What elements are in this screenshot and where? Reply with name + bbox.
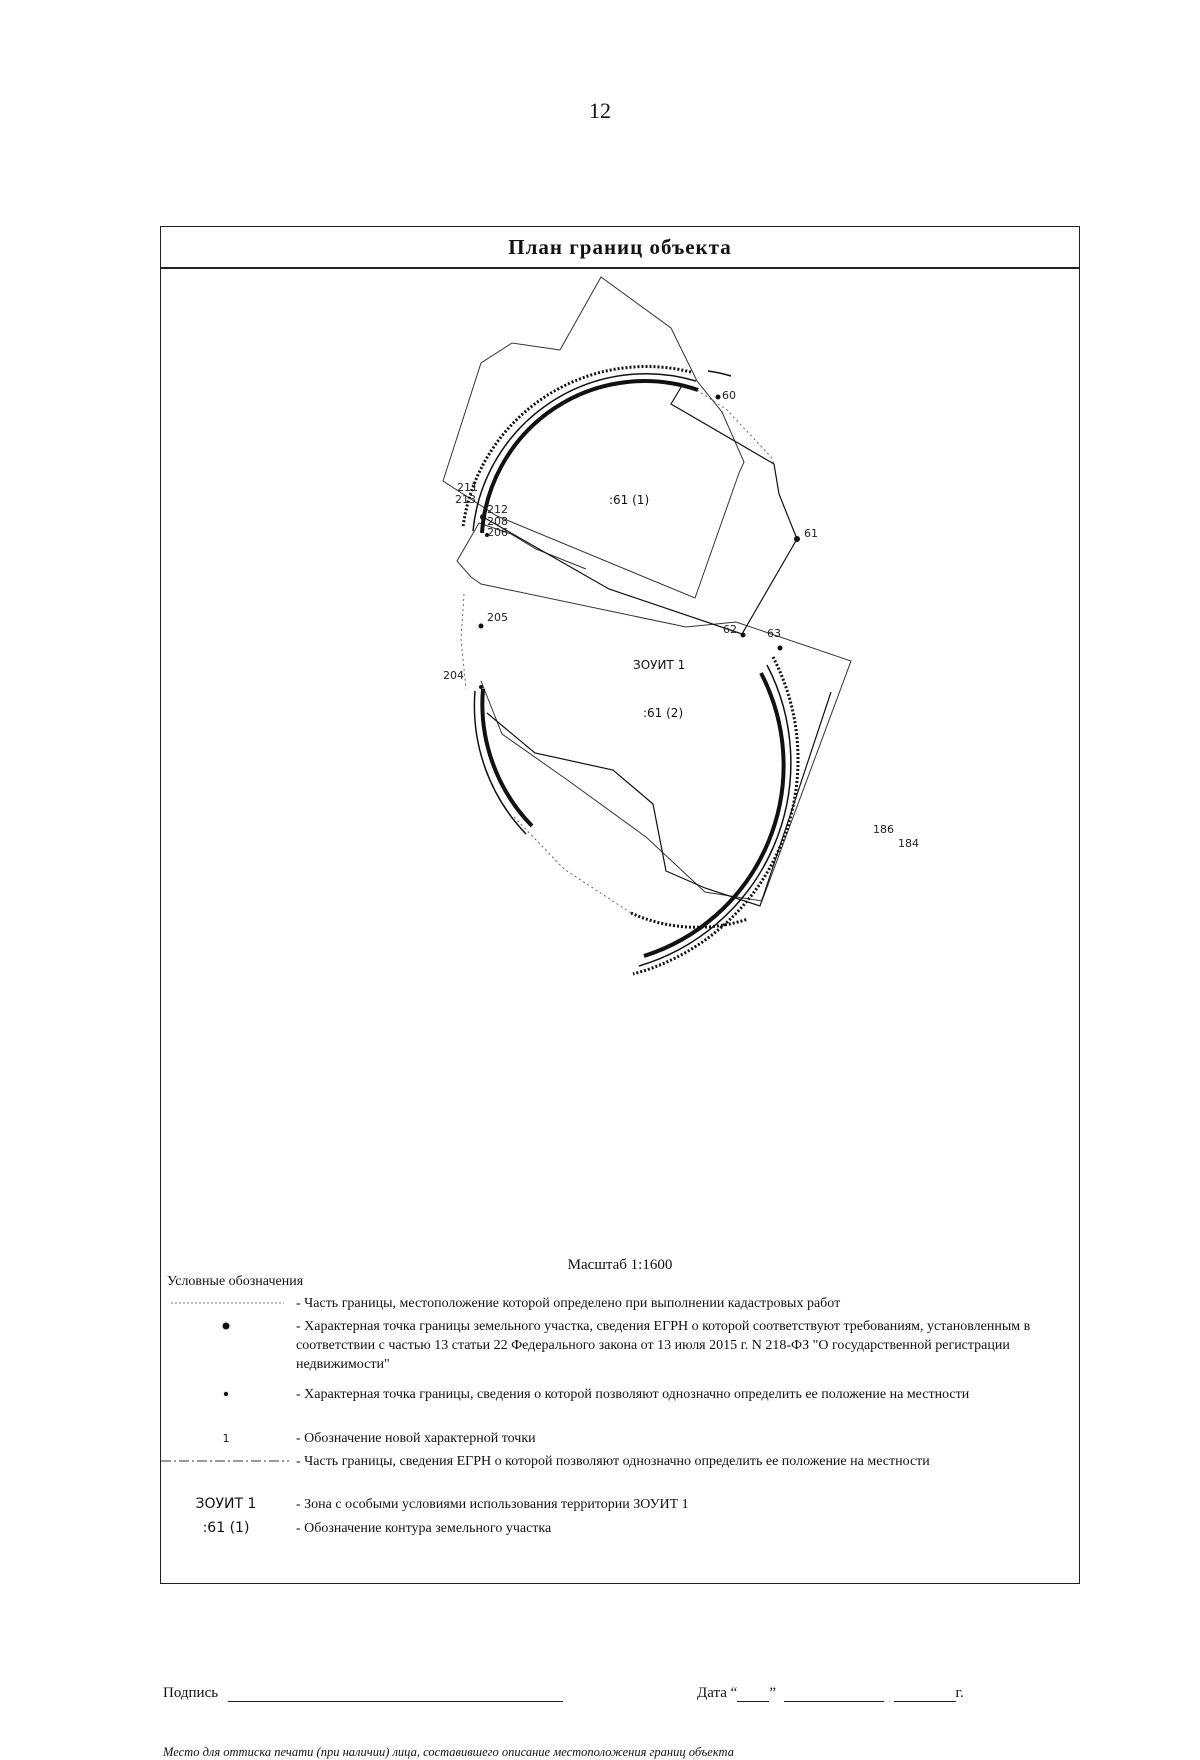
- point-60: [716, 395, 721, 400]
- point-label-206: 206: [487, 526, 508, 539]
- large-dot-icon: [161, 1317, 291, 1341]
- date-month-field[interactable]: [784, 1686, 884, 1702]
- legend-text: - Зона с особыми условиями использования территории ЗОУИТ 1: [296, 1497, 689, 1512]
- signature-field[interactable]: [228, 1686, 563, 1702]
- legend-title: Условные обозначения: [167, 1274, 304, 1289]
- date-day-field[interactable]: [737, 1686, 769, 1702]
- year-suffix: г.: [955, 1685, 964, 1701]
- point-label-186: 186: [873, 823, 894, 836]
- point-label-212: 212: [487, 503, 508, 516]
- page-number: 12: [589, 98, 611, 123]
- date-year-field[interactable]: [894, 1686, 956, 1702]
- new-boundary-dotted: [461, 390, 774, 913]
- point-label-184: 184: [898, 837, 919, 850]
- point-62: [741, 633, 746, 638]
- dash-line-icon: [161, 1452, 291, 1472]
- scale-text: Масштаб 1:1600: [567, 1257, 673, 1273]
- point-label-61: 61: [804, 527, 818, 540]
- zone-outline-north: [443, 277, 744, 598]
- signature-row: [163, 1685, 563, 1702]
- dotted-line-icon: [161, 1294, 291, 1314]
- legend-text: - Часть границы, сведения ЕГРН о которой позволяют однозначно определить ее положение на местности: [296, 1454, 930, 1469]
- point-label-211: 211: [457, 481, 478, 494]
- point-205: [479, 624, 484, 629]
- plan-frame: [160, 226, 1080, 1759]
- point-label-60: 60: [722, 389, 736, 402]
- point-label-205: 205: [487, 611, 508, 624]
- stamp-note: Место для оттиска печати (при наличии) лица, составившего описание местоположения границ объекта: [163, 1745, 734, 1759]
- legend-text: - Характерная точка границы, сведения о которой позволяют однозначно определить ее положение на местности: [296, 1387, 970, 1402]
- point-label-63: 63: [767, 627, 781, 640]
- point-61: [794, 536, 800, 542]
- zone-symbol: ЗОУИТ 1: [195, 1496, 257, 1512]
- contour-symbol: :61 (1): [202, 1520, 250, 1536]
- boundary-plan-drawing: [161, 269, 1079, 1249]
- new-point-number: 1: [222, 1432, 230, 1445]
- point-63: [778, 646, 783, 651]
- signature-label: Подпись: [163, 1685, 219, 1701]
- contour-label-parcel-1: :61 (1): [609, 493, 650, 507]
- date-label: Дата: [697, 1685, 727, 1701]
- legend-text: - Часть границы, местоположение которой определено при выполнении кадастровых работ: [296, 1296, 841, 1311]
- point-label-213: 213: [455, 493, 476, 506]
- zone-label: ЗОУИТ 1: [633, 658, 686, 672]
- point-label-204: 204: [443, 669, 464, 682]
- contour-label-parcel-2: :61 (2): [643, 706, 684, 720]
- legend-text: - Характерная точка границы земельного участка, сведения ЕГРН о которой соответствуют требованиям, установленным в соответствии с частью 13 статьи 22 Федерального закона от 13 июля 2015 г. N 218-ФЗ "О государственной регистрации недвижимости": [296, 1319, 1031, 1372]
- point-label-62: 62: [723, 623, 737, 636]
- legend-text: - Обозначение контура земельного участка: [296, 1521, 552, 1536]
- date-row: [697, 1685, 964, 1702]
- existing-boundary-arcs: [463, 367, 798, 974]
- point-212: [480, 514, 486, 520]
- legend-text: - Обозначение новой характерной точки: [296, 1431, 536, 1446]
- plan-title: План границ объекта: [161, 227, 1079, 269]
- parcel-1-contour: [483, 384, 797, 634]
- point-label-208: 208: [487, 515, 508, 528]
- quote-open: “: [730, 1685, 738, 1701]
- quote-close: ”: [769, 1685, 776, 1701]
- small-dot-icon: [161, 1385, 291, 1409]
